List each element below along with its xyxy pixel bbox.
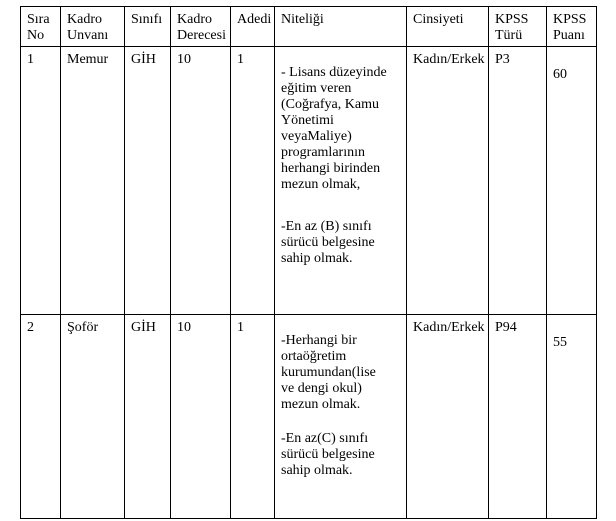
nitelik-line: sahip olmak. bbox=[281, 251, 353, 266]
table-row bbox=[21, 47, 597, 315]
nitelik-line: sahip olmak. bbox=[281, 463, 353, 478]
kadro-table bbox=[20, 6, 597, 519]
nitelik-line: (Coğrafya, Kamu bbox=[281, 97, 379, 112]
cell-cinsiyeti: Kadın/Erkek bbox=[407, 47, 489, 315]
cell-niteligi bbox=[275, 47, 407, 315]
nitelik-line: mezun olmak, bbox=[281, 177, 361, 192]
nitelik-line: -En az(C) sınıfı bbox=[281, 431, 369, 446]
cell-adedi: 1 bbox=[231, 315, 275, 519]
header-kpss-turu: KPSS Türü bbox=[489, 7, 547, 47]
cell-kadro-unvani: Şoför bbox=[61, 315, 125, 519]
nitelik-line: herhangi birinden bbox=[281, 161, 381, 176]
nitelik-line: veyaMaliye) bbox=[281, 129, 352, 144]
nitelik-line: sürücü belgesine bbox=[281, 447, 375, 462]
header-kadro-derecesi: Kadro Derecesi bbox=[171, 7, 231, 47]
cell-adedi: 1 bbox=[231, 47, 275, 315]
header-sinifi: Sınıfı bbox=[125, 7, 171, 47]
cell-sira: 2 bbox=[21, 315, 61, 519]
header-cinsiyeti: Cinsiyeti bbox=[407, 7, 489, 47]
nitelik-line: ve dengi okul) bbox=[281, 381, 362, 396]
nitelik-line: -Herhangi bir bbox=[281, 333, 357, 348]
nitelik-line: kurumundan(lise bbox=[281, 365, 376, 380]
nitelik-line: programlarının bbox=[281, 145, 365, 160]
nitelik-line: ortaöğretim bbox=[281, 349, 347, 364]
header-kadro-unvani: Kadro Unvanı bbox=[61, 7, 125, 47]
cell-kadro-derecesi: 10 bbox=[171, 47, 231, 315]
table-row bbox=[21, 315, 597, 519]
nitelik-line: mezun olmak. bbox=[281, 397, 361, 412]
cell-kadro-derecesi: 10 bbox=[171, 315, 231, 519]
header-kpss-puani: KPSS Puanı bbox=[547, 7, 597, 47]
header-sira-no: Sıra No bbox=[21, 7, 61, 47]
cell-sinifi: GİH bbox=[125, 47, 171, 315]
nitelik-line: - Lisans düzeyinde bbox=[281, 65, 387, 80]
nitelik-line: eğitim veren bbox=[281, 81, 352, 96]
cell-kpss-puani: 55 bbox=[547, 315, 597, 519]
header-niteligi: Niteliği bbox=[275, 7, 407, 47]
nitelik-spacer bbox=[281, 193, 406, 219]
nitelik-spacer bbox=[281, 413, 406, 431]
cell-kpss-turu: P3 bbox=[489, 47, 547, 315]
cell-niteligi bbox=[275, 315, 407, 519]
cell-kpss-puani: 60 bbox=[547, 47, 597, 315]
cell-kpss-turu: P94 bbox=[489, 315, 547, 519]
nitelik-line: -En az (B) sınıfı bbox=[281, 219, 372, 234]
cell-cinsiyeti: Kadın/Erkek bbox=[407, 315, 489, 519]
header-adedi: Adedi bbox=[231, 7, 275, 47]
nitelik-line: sürücü belgesine bbox=[281, 235, 375, 250]
header-row bbox=[21, 7, 597, 47]
nitelik-line: Yönetimi bbox=[281, 113, 334, 128]
cell-kadro-unvani: Memur bbox=[61, 47, 125, 315]
cell-sira: 1 bbox=[21, 47, 61, 315]
cell-sinifi: GİH bbox=[125, 315, 171, 519]
